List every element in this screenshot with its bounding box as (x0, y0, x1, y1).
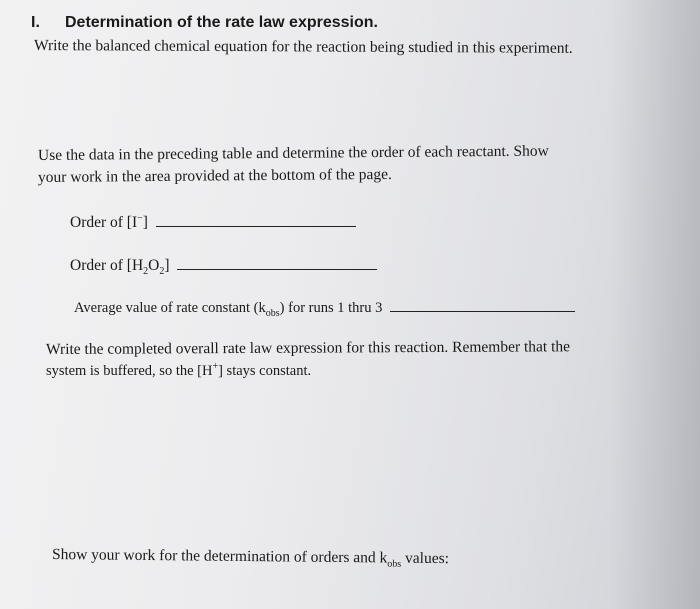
order-iodide-blank[interactable] (156, 225, 356, 227)
iodide-charge: − (137, 212, 143, 224)
h2o2-oxygen: O (148, 257, 160, 274)
rate-constant-blank[interactable] (390, 310, 575, 312)
rate-constant-field (74, 298, 575, 318)
work-subscript: obs (387, 558, 402, 570)
section-number: I. (31, 14, 40, 31)
h2o2-subscript-o: 2 (159, 266, 165, 278)
rate-constant-runs: ) for runs 1 thru 3 (279, 300, 383, 316)
order-h2o2-field (70, 256, 377, 276)
hydrogen-charge: + (212, 361, 219, 373)
section-title: Determination of the rate law expression. (65, 14, 378, 31)
order-h2o2-blank[interactable] (177, 268, 377, 270)
order-iodide-field (70, 213, 356, 233)
rate-constant-subscript: obs (265, 307, 280, 319)
order-instruction-line-1: Use the data in the preceding table and determine the order of each reactant. Show (37, 142, 549, 164)
order-iodide-bracket: ] (142, 214, 148, 231)
work-values-text: values: (401, 549, 450, 568)
order-instruction-line-2: your work in the area provided at the bottom of the page. (37, 165, 392, 186)
order-h2o2-label: Order of [H (70, 257, 144, 274)
work-label: Show your work for the determination of orders and k (51, 546, 388, 567)
balanced-equation-instruction: Write the balanced chemical equation for the reaction being studied in this experiment. (33, 37, 573, 57)
order-h2o2-bracket: ] (164, 257, 170, 274)
rate-constant-label: Average value of rate constant (k (74, 300, 266, 316)
rate-law-instruction-line-1: Write the completed overall rate law expression for this reaction. Remember that the (45, 338, 571, 358)
h2o2-subscript-h: 2 (143, 266, 149, 278)
buffered-text: system is buffered, so the [H (46, 363, 213, 379)
work-instruction (52, 545, 449, 569)
rate-law-instruction-line-2 (46, 361, 311, 381)
page-shadow (610, 0, 700, 609)
order-iodide-label: Order of [I (70, 214, 138, 231)
section-heading (31, 13, 378, 33)
constant-text: ] stays constant. (218, 363, 312, 379)
